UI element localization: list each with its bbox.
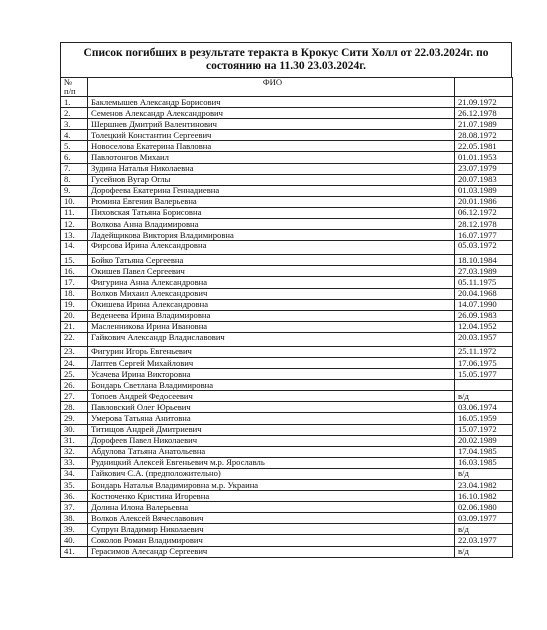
row-number: 8. — [61, 174, 88, 185]
row-number: 39. — [61, 524, 88, 535]
row-date: 16.10.1982 — [455, 491, 513, 502]
row-full-name: Масленникова Ирина Ивановна — [88, 321, 455, 332]
row-date: 16.07.1977 — [455, 230, 513, 241]
row-number: 19. — [61, 299, 88, 310]
row-number: 40. — [61, 535, 88, 546]
row-number: 25. — [61, 369, 88, 380]
row-full-name: Пиховская Татьяна Борисовна — [88, 207, 455, 218]
table-row — [61, 369, 513, 380]
row-number: 1. — [61, 97, 88, 108]
table-row — [61, 130, 513, 141]
row-number: 33. — [61, 457, 88, 468]
row-full-name: Рудницкий Алексей Евгеньевич м.р. Ярославль — [88, 457, 455, 468]
table-row — [61, 424, 513, 435]
table-row — [61, 457, 513, 468]
row-number: 20. — [61, 310, 88, 321]
row-full-name: Зудина Наталья Николаевна — [88, 163, 455, 174]
table-header-row — [61, 78, 513, 97]
row-number: 30. — [61, 424, 88, 435]
row-date: 17.04.1985 — [455, 446, 513, 457]
table-row — [61, 219, 513, 230]
row-date: 26.12.1978 — [455, 108, 513, 119]
row-full-name: Герасимов Алесандр Сергеевич — [88, 546, 455, 557]
table-row — [61, 288, 513, 299]
row-full-name: Гайкович Александр Владиславович — [88, 332, 455, 346]
row-full-name: Новоселова Екатерина Павловна — [88, 141, 455, 152]
row-date: 23.07.1979 — [455, 163, 513, 174]
row-date: 02.06.1980 — [455, 502, 513, 513]
table-row — [61, 546, 513, 557]
header-date — [455, 78, 513, 97]
row-full-name: Абдулова Татьяна Анатольевна — [88, 446, 455, 457]
table-row — [61, 119, 513, 130]
row-number: 26. — [61, 380, 88, 391]
row-full-name: Фигурина Анна Александровна — [88, 277, 455, 288]
row-number: 11. — [61, 207, 88, 218]
row-date: 28.12.1978 — [455, 219, 513, 230]
row-date: 22.05.1981 — [455, 141, 513, 152]
row-number: 38. — [61, 513, 88, 524]
row-date: 20.02.1989 — [455, 435, 513, 446]
row-full-name: Павловский Олег Юрьевич — [88, 402, 455, 413]
row-full-name: Соколов Роман Владимирович — [88, 535, 455, 546]
row-full-name: Веденеева Ирина Владимировна — [88, 310, 455, 321]
row-date: 25.11.1972 — [455, 346, 513, 357]
row-date: 28.08.1972 — [455, 130, 513, 141]
row-full-name: Дорофеев Павел Николаевич — [88, 435, 455, 446]
table-row — [61, 185, 513, 196]
row-full-name: Фигурин Игорь Евгеньевич — [88, 346, 455, 357]
table-row — [61, 346, 513, 357]
table-row — [61, 535, 513, 546]
row-number: 16. — [61, 266, 88, 277]
row-number: 34. — [61, 468, 88, 479]
row-number: 23. — [61, 346, 88, 357]
row-date: 21.07.1989 — [455, 119, 513, 130]
row-full-name: Супрун Владимир Николаевич — [88, 524, 455, 535]
row-date: 21.09.1972 — [455, 97, 513, 108]
row-date: 20.04.1968 — [455, 288, 513, 299]
table-row — [61, 196, 513, 207]
table-row — [61, 332, 513, 346]
row-date: 01.03.1989 — [455, 185, 513, 196]
row-full-name: Умерова Татьяна Анитовна — [88, 413, 455, 424]
row-date: 20.07.1983 — [455, 174, 513, 185]
table-row — [61, 446, 513, 457]
table-row — [61, 277, 513, 288]
row-date: в/д — [455, 391, 513, 402]
row-number: 17. — [61, 277, 88, 288]
table-row — [61, 174, 513, 185]
row-full-name: Волков Михаил Александрович — [88, 288, 455, 299]
row-number: 29. — [61, 413, 88, 424]
row-number: 12. — [61, 219, 88, 230]
row-full-name: Волков Алексей Вячеславович — [88, 513, 455, 524]
header-full-name: ФИО — [88, 78, 455, 97]
row-date: 12.04.1952 — [455, 321, 513, 332]
row-full-name: Шершнев Дмитрий Валентинович — [88, 119, 455, 130]
table-row — [61, 357, 513, 368]
table-row — [61, 299, 513, 310]
row-date: 26.09.1983 — [455, 310, 513, 321]
row-number: 6. — [61, 152, 88, 163]
table-row — [61, 468, 513, 479]
victims-list-document — [60, 42, 512, 558]
row-number: 24. — [61, 357, 88, 368]
row-date: в/д — [455, 546, 513, 557]
row-number: 32. — [61, 446, 88, 457]
row-date — [455, 380, 513, 391]
row-full-name: Топоев Андрей Федосеевич — [88, 391, 455, 402]
document-title — [60, 42, 512, 77]
row-full-name: Волкова Анна Владимировна — [88, 219, 455, 230]
row-full-name: Лаптев Сергей Михайлович — [88, 357, 455, 368]
row-full-name: Бондарь Наталья Владимировна м.р. Украина — [88, 480, 455, 491]
row-full-name: Баклемышев Александр Борисович — [88, 97, 455, 108]
header-number: № п/п — [61, 78, 88, 97]
row-number: 37. — [61, 502, 88, 513]
row-date: 22.03.1977 — [455, 535, 513, 546]
row-full-name: Гайкович С.А. (предположительно) — [88, 468, 455, 479]
row-full-name: Павлотонгов Михаил — [88, 152, 455, 163]
row-full-name: Фирсова Ирина Александровна — [88, 241, 455, 255]
row-date: 16.05.1959 — [455, 413, 513, 424]
title-line-2: состоянию на 11.30 23.03.2024г. — [205, 60, 367, 72]
row-number: 22. — [61, 332, 88, 346]
row-date: 03.09.1977 — [455, 513, 513, 524]
row-number: 3. — [61, 119, 88, 130]
table-row — [61, 266, 513, 277]
table-row — [61, 402, 513, 413]
table-row — [61, 241, 513, 255]
row-date: 15.05.1977 — [455, 369, 513, 380]
row-full-name: Толецкий Константин Сергеевич — [88, 130, 455, 141]
row-full-name: Бондарь Светлана Владимировна — [88, 380, 455, 391]
row-date: 23.04.1982 — [455, 480, 513, 491]
row-number: 15. — [61, 255, 88, 266]
row-number: 36. — [61, 491, 88, 502]
table-row — [61, 321, 513, 332]
row-date: 16.03.1985 — [455, 457, 513, 468]
row-date: 05.11.1975 — [455, 277, 513, 288]
table-row — [61, 491, 513, 502]
row-number: 35. — [61, 480, 88, 491]
table-row — [61, 108, 513, 119]
row-number: 7. — [61, 163, 88, 174]
row-full-name: Гусейнов Вугар Оглы — [88, 174, 455, 185]
row-date: 14.07.1990 — [455, 299, 513, 310]
row-date: 20.01.1986 — [455, 196, 513, 207]
table-row — [61, 255, 513, 266]
table-row — [61, 310, 513, 321]
row-number: 21. — [61, 321, 88, 332]
row-number: 41. — [61, 546, 88, 557]
row-full-name: Долина Илона Валерьевна — [88, 502, 455, 513]
row-full-name: Бойко Татьяна Сергеевна — [88, 255, 455, 266]
table-row — [61, 230, 513, 241]
row-number: 14. — [61, 241, 88, 255]
row-date: в/д — [455, 524, 513, 535]
table-row — [61, 97, 513, 108]
row-full-name: Титищов Андрей Дмитриевич — [88, 424, 455, 435]
row-full-name: Семенов Александр Александрович — [88, 108, 455, 119]
row-date: 17.06.1975 — [455, 357, 513, 368]
table-row — [61, 141, 513, 152]
row-number: 18. — [61, 288, 88, 299]
row-date: 05.03.1972 — [455, 241, 513, 255]
row-full-name: Окишев Павел Сергеевич — [88, 266, 455, 277]
table-row — [61, 435, 513, 446]
victims-table — [60, 77, 513, 558]
row-date: 06.12.1972 — [455, 207, 513, 218]
row-number: 13. — [61, 230, 88, 241]
row-number: 2. — [61, 108, 88, 119]
row-full-name: Дорофеева Екатерина Геннадиевна — [88, 185, 455, 196]
row-number: 31. — [61, 435, 88, 446]
table-row — [61, 152, 513, 163]
row-number: 9. — [61, 185, 88, 196]
table-row — [61, 480, 513, 491]
row-full-name: Костюченко Кристина Игоревна — [88, 491, 455, 502]
row-date: в/д — [455, 468, 513, 479]
table-row — [61, 524, 513, 535]
table-row — [61, 391, 513, 402]
row-date: 20.03.1957 — [455, 332, 513, 346]
table-row — [61, 380, 513, 391]
row-number: 5. — [61, 141, 88, 152]
row-number: 10. — [61, 196, 88, 207]
row-date: 27.03.1989 — [455, 266, 513, 277]
row-date: 01.01.1953 — [455, 152, 513, 163]
row-number: 28. — [61, 402, 88, 413]
row-full-name: Усачева Ирина Викторовна — [88, 369, 455, 380]
title-line-1: Список погибших в результате теракта в Крокус Сити Холл от 22.03.2024г. по — [83, 47, 489, 59]
row-full-name: Окишева Ирина Александровна — [88, 299, 455, 310]
table-row — [61, 513, 513, 524]
table-row — [61, 413, 513, 424]
table-row — [61, 502, 513, 513]
table-row — [61, 207, 513, 218]
row-full-name: Рюмина Евгения Валерьевна — [88, 196, 455, 207]
row-date: 15.07.1972 — [455, 424, 513, 435]
row-date: 18.10.1984 — [455, 255, 513, 266]
row-full-name: Ладейщикова Виктория Владимировна — [88, 230, 455, 241]
table-row — [61, 163, 513, 174]
row-date: 03.06.1974 — [455, 402, 513, 413]
row-number: 27. — [61, 391, 88, 402]
row-number: 4. — [61, 130, 88, 141]
